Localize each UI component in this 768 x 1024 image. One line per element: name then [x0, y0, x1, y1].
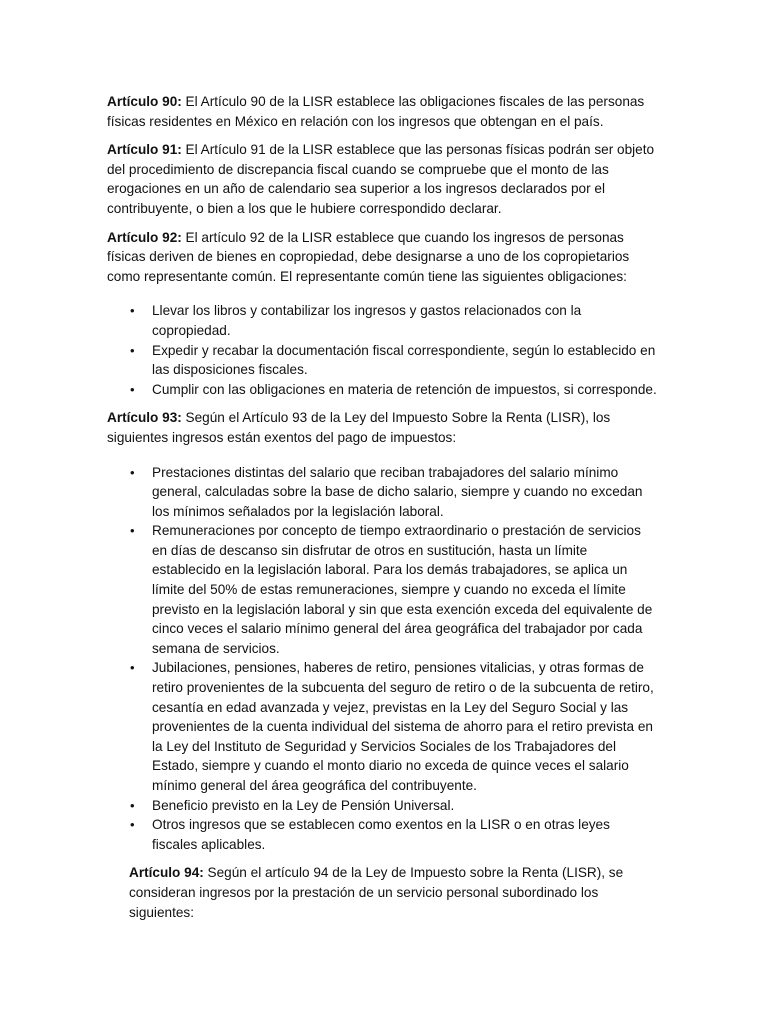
list-item	[130, 815, 658, 854]
article-heading: Artículo 93:	[107, 410, 182, 426]
bullet-icon: •	[130, 381, 135, 397]
article-94-paragraph	[107, 863, 658, 922]
bullet-icon: •	[130, 303, 135, 319]
list-item	[130, 341, 658, 380]
bullet-icon: •	[130, 797, 135, 813]
bullet-icon: •	[130, 660, 135, 676]
list-item-text: Otros ingresos que se establecen como exentos en la LISR o en otras leyes fiscales aplicables.	[152, 817, 610, 852]
article-text: Según el artículo 94 de la Ley de Impuesto sobre la Renta (LISR), se consideran ingresos por la prestación de un servicio personal subordinado los siguientes:	[129, 865, 624, 920]
article-93-list	[107, 463, 658, 855]
list-item	[130, 521, 658, 658]
list-item	[130, 301, 658, 340]
list-item	[130, 796, 658, 816]
list-item-text: Llevar los libros y contabilizar los ingresos y gastos relacionados con la copropiedad.	[152, 303, 582, 338]
bullet-icon: •	[130, 523, 135, 539]
list-item-text: Jubilaciones, pensiones, haberes de retiro, pensiones vitalicias, y otras formas de retiro provenientes de la subcuenta del seguro de retiro o de la subcuenta de retiro, cesantía en edad avanzada y vejez, previstas en la Ley del Seguro Social y las provenientes de la cuenta individual del sistema de ahorro para el retiro prevista en la Ley del Instituto de Seguridad y Servicios Sociales de los Trabajadores del Estado, siempre y cuando el monto diario no exceda de quince veces el salario mínimo general del área geográfica del contribuyente.	[152, 660, 654, 793]
article-text: El Artículo 90 de la LISR establece las obligaciones fiscales de las personas físicas residentes en México en relación con los ingresos que obtengan en el país.	[107, 94, 645, 129]
list-item	[130, 380, 658, 400]
article-93-paragraph	[107, 408, 658, 447]
article-text: El artículo 92 de la LISR establece que cuando los ingresos de personas físicas deriven de bienes en copropiedad, debe designarse a uno de los copropietarios como representante común. El representante común tiene las siguientes obligaciones:	[107, 229, 630, 284]
article-92-list	[107, 301, 658, 399]
list-item-text: Beneficio previsto en la Ley de Pensión Universal.	[152, 797, 455, 813]
article-heading: Artículo 91:	[107, 142, 182, 158]
article-heading: Artículo 90:	[107, 94, 182, 109]
article-92-paragraph	[107, 228, 658, 287]
article-text: Según el Artículo 93 de la Ley del Impuesto Sobre la Renta (LISR), los siguientes ingresos están exentos del pago de impuestos:	[107, 410, 611, 445]
bullet-icon: •	[130, 342, 135, 358]
article-91-paragraph	[107, 140, 658, 218]
article-90-paragraph	[107, 92, 658, 131]
list-item-text: Expedir y recabar la documentación fiscal correspondiente, según lo establecido en las disposiciones fiscales.	[152, 342, 656, 378]
list-item	[130, 463, 658, 522]
list-item-text: Remuneraciones por concepto de tiempo extraordinario o prestación de servicios en días de descanso sin disfrutar de otros en sustitución, hasta un límite establecido en la legislación laboral. Para los demás trabajadores, se aplica un límite del 50% de estas remuneraciones, siempre y cuando no exceda el límite previsto en la legislación laboral y sin que esta exención exceda del equivalente de cinco veces el salario mínimo general del área geográfica del trabajador por cada semana de servicios.	[152, 523, 653, 656]
article-heading: Artículo 92:	[107, 229, 182, 245]
article-text: El Artículo 91 de la LISR establece que las personas físicas podrán ser objeto del procedimiento de discrepancia fiscal cuando se compruebe que el monto de las erogaciones en un año de calendario sea superior a los ingresos declarados por el contribuyente, o bien a los que le hubiere correspondido declarar.	[107, 142, 655, 216]
list-item-text: Cumplir con las obligaciones en materia de retención de impuestos, si corresponde.	[152, 381, 657, 397]
article-heading: Artículo 94:	[129, 865, 204, 881]
bullet-icon: •	[130, 464, 135, 480]
list-item-text: Prestaciones distintas del salario que reciban trabajadores del salario mínimo general, calculadas sobre la base de dicho salario, siempre y cuando no excedan los mínimos señalados por la legislación laboral.	[152, 464, 643, 519]
bullet-icon: •	[130, 817, 135, 833]
list-item	[130, 658, 658, 795]
